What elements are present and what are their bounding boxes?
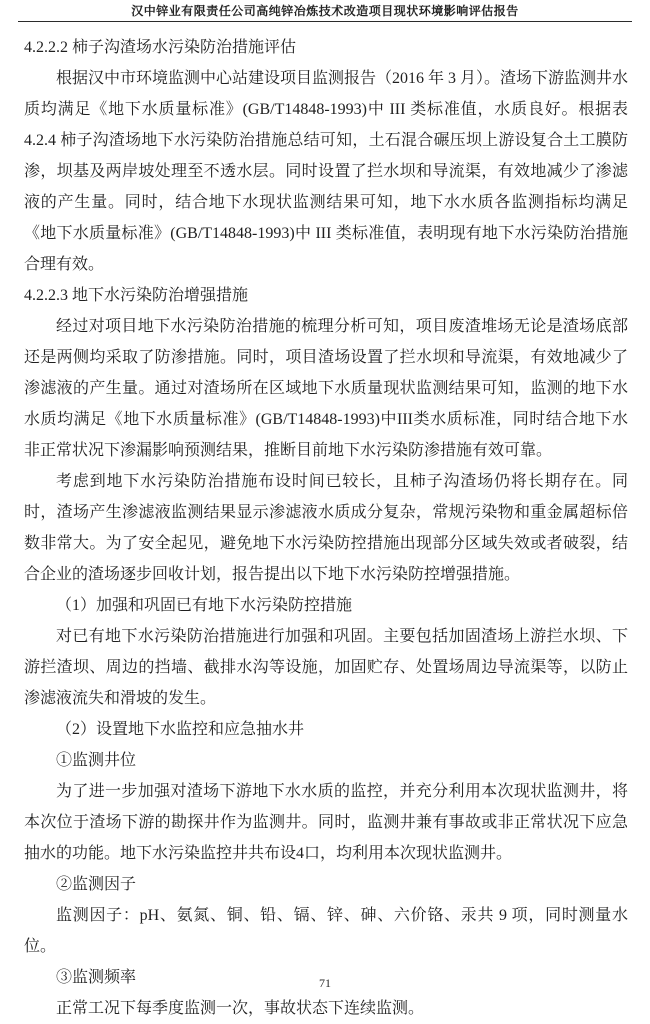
sub-item-1-well-locations: ①监测井位 [56, 752, 137, 769]
page-header [0, 0, 650, 22]
page-number: 71 [319, 976, 331, 990]
report-header-title: 汉中锌业有限责任公司高纯锌冶炼技术改造项目现状环境影响评估报告 [131, 4, 519, 18]
paragraph-risk-considerations: 考虑到地下水污染防治措施布设时间已较长，且柿子沟渣场仍将长期存在。同时，渣场产生渗滤液监测结果显示渗滤液水质成分复杂，常规污染物和重金属超标倍数非常大。为了安全起见，避免地下水污染防控措施出现部分区域失效或者破裂，结合企业的渣场逐步回收计划，报告提出以下地下水污染防控增强措施。 [24, 473, 628, 583]
paragraph-monitoring-report: 根据汉中市环境监测中心站建设项目监测报告（2016 年 3 月）。渣场下游监测井水质均满足《地下水质量标准》(GB/T14848-1993)中 III 类标准值，水质良好。根据表 4.2.4 柿子沟渣场地下水污染防治措施总结可知，土石混合碾压坝上游设复合土工膜防渗，坝基及两岸坡处理至不透水层。同时设置了拦水坝和导流渠，有效地减少了渗滤液的产生量。同时，结合地下水现状监测结果可知，地下水水质各监测指标均满足《地下水质量标准》(GB/T14848-1993)中 III 类标准值，表明现有地下水污染防治措施合理有效。 [24, 70, 629, 273]
sub-item-3-monitoring-frequency: ③监测频率 [56, 969, 137, 986]
section-heading-4-2-2-2: 4.2.2.2 柿子沟渣场水污染防治措施评估 [24, 39, 297, 56]
header-divider [18, 21, 632, 22]
sub-item-2-monitoring-factors: ②监测因子 [56, 876, 137, 893]
paragraph-monitoring-frequency-details: 正常工况下每季度监测一次，事故状态下连续监测。 [56, 1000, 425, 1017]
list-item-2-monitoring-wells: （2）设置地下水监控和应急抽水井 [56, 721, 305, 738]
document-body [24, 32, 628, 1024]
section-heading-4-2-2-3: 4.2.2.3 地下水污染防治增强措施 [24, 287, 249, 304]
list-item-1-reinforce-measures: （1）加强和巩固已有地下水污染防控措施 [56, 597, 353, 614]
paragraph-well-location-details: 为了进一步加强对渣场下游地下水水质的监控，并充分利用本次现状监测井，将本次位于渣场下游的勘探井作为监测井。同时，监测井兼有事故或非正常状况下应急抽水的功能。地下水污染监控井共布设4口，均利用本次现状监测井。 [24, 783, 628, 862]
paragraph-reinforcement-details: 对已有地下水污染防治措施进行加强和巩固。主要包括加固渣场上游拦水坝、下游拦渣坝、周边的挡墙、截排水沟等设施，加固贮存、处置场周边导流渠等，以防止渗滤液流失和滑坡的发生。 [24, 628, 628, 707]
paragraph-seepage-analysis: 经过对项目地下水污染防治措施的梳理分析可知，项目废渣堆场无论是渣场底部还是两侧均采取了防渗措施。同时，项目渣场设置了拦水坝和导流渠，有效地减少了渗滤液的产生量。通过对渣场所在区域地下水质量现状监测结果可知，监测的地下水水质均满足《地下水质量标准》(GB/T14848-1993)中III类水质标准，同时结合地下水非正常状况下渗漏影响预测结果，推断目前地下水污染防渗措施有效可靠。 [24, 318, 628, 459]
paragraph-monitoring-factor-details: 监测因子：pH、氨氮、铜、铅、镉、锌、砷、六价铬、汞共 9 项，同时测量水位。 [24, 907, 628, 955]
